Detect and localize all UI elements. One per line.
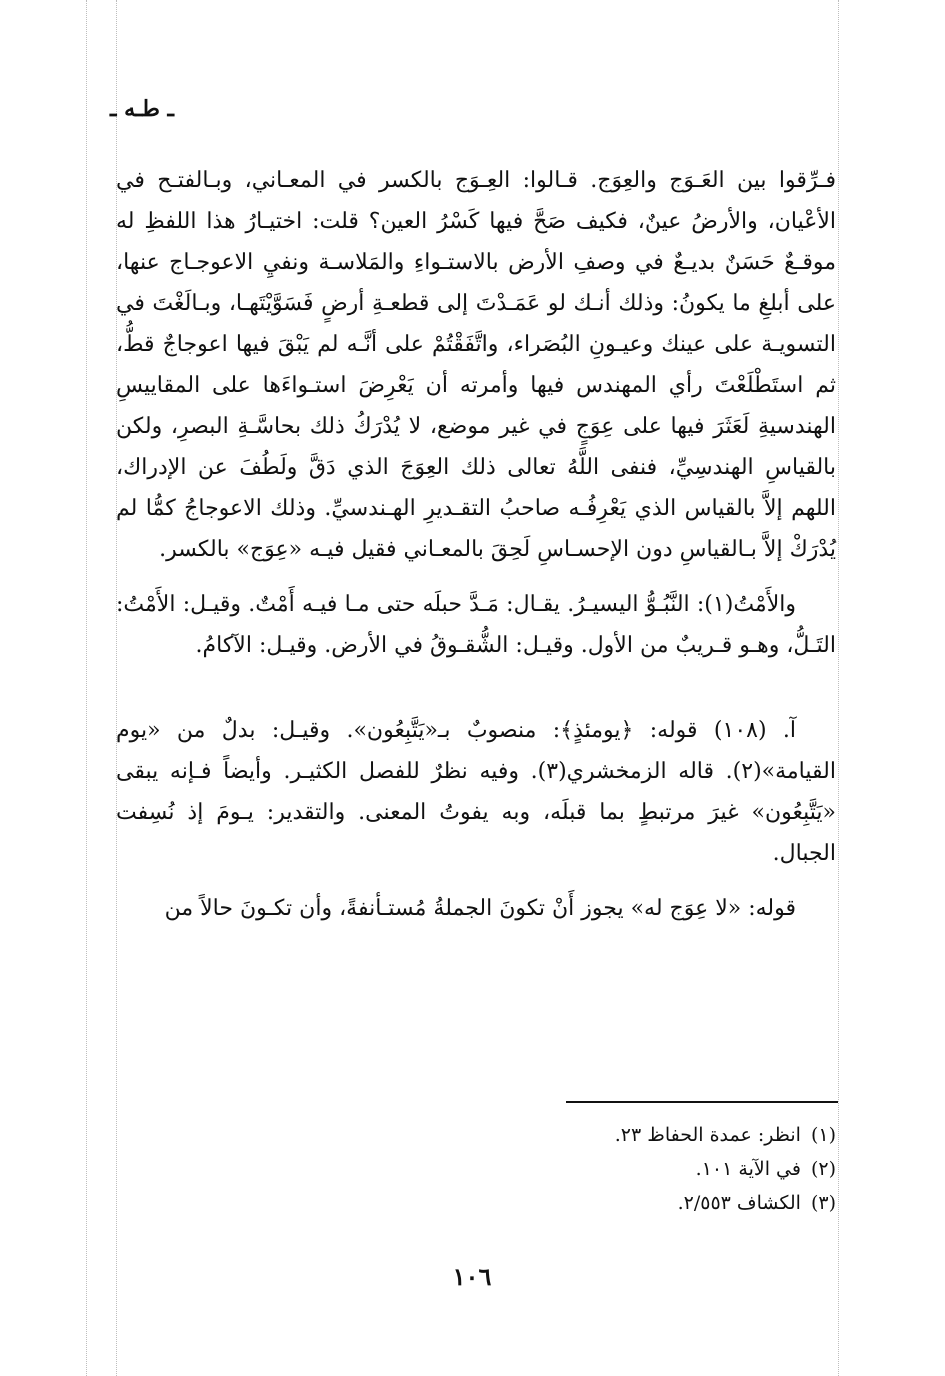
paragraph-la-iwaj: قوله: «لا عِوَج له» يجوز أَنْ تكونَ الجملةُ مُستـأنفةً، وأن تكـونَ حالاً من [164,896,796,921]
paragraph-amt: والأَمْتُ(١): النَّبُـوُّ اليسيـرُ. يقـال: مَـدَّ حبلَه حتى مـا فيـه أَمْتٌ. وقيـل: الأَمْتُ: التَـلُّ، وهـو قـريبٌ من الأول. وقيـل: الشُّقـوقُ في الأرض. وقيـل: الآكامُ. [116,592,836,658]
footnote-text: انظر: عمدة الحفاظ ٢٣. [614,1124,801,1146]
page-number: ١٠٦ [452,1262,492,1291]
footnotes [380,1118,836,1220]
footnote-number: (٢) [810,1158,836,1180]
footnote-separator [566,1101,838,1103]
footnote-1 [380,1118,836,1152]
footnote-3 [380,1186,836,1220]
footnote-number: (٣) [810,1192,836,1214]
footnote-2 [380,1152,836,1186]
margin-guide-left [86,0,87,1376]
margin-guide-right [838,0,839,1376]
footnote-number: (١) [810,1124,836,1146]
paragraph-awaj: فـرِّقوا بين العَـوَج والعِوَج. قـالوا: العِـوَج بالكسر في المعـاني، وبـالفتـح في الأعْيان، والأرضُ عينٌ، فكيف صَحَّ فيها كَسْرُ العين؟ قلت: اختيـارُ هذا اللفظِ له موقـعٌ حَسَنٌ بديـعٌ في وصفِ الأرض بالاستـواءِ والمَلاسـة ونفيِ الاعوجـاج عنها، على أبلغِ ما يكونُ: وذلك أنـك لو عَمَـدْتَ إلى قطعـةِ أرضٍ فَسَوَّيْتَهـا، وبـالَغْتَ في التسويـة على عينك وعيـونِ البُصَراء، واتَّفَقْتُمْ على أنَّـه لم يَبْقَ فيها اعوجاجٌ قطُّ، ثم استَطْلَعْتَ رأي المهندس فيها وأمرته أن يَعْرِضَ استـواءَها على المقاييسِ الهندسيةِ لَعَثَرَ فيها على عِوَجٍ في غير موضع، لا يُدْرَكُ ذلك بحاسَّـةِ البصرِ، ولكن بالقياسِ الهندسِيِّ، فنفى اللَّهُ تعالى ذلك العِوَجَ الذي دَقَّ ولَطُفَ عن الإدراك، اللهم إلاَّ بالقياس الذي يَعْرِفُـه صاحبُ التقـديرِ الهـندسيِّ. وذلك الاعوجاجُ كمُّا لم يُدْرَكْ إلاَّ بـالقياسِ دون الإحسـاسِ لَحِقَ بالمعـاني فقيل فيـه «عِوَج» بالكسر. [116,168,836,562]
footnote-text: الكشاف ٢/٥٥٣. [677,1192,801,1214]
footnote-text: في الآية ١٠١. [695,1158,801,1180]
paragraph-verse-108: آ. (١٠٨) قوله: ﴿يومئذٍ﴾: منصوبٌ بـ«يَتَّبِعُون». وقيـل: بدلٌ من «يوم القيامة»(٢). قاله الزمخشري(٣). وفيه نظرٌ للفصل الكثيـر. وأيضاً فـإنه يبقى «يَتَّبِعُون» غيرَ مرتبطٍ بما قبلَه، وبه يفوتُ المعنى. والتقدير: يـومَ إذ نُسِفت الجبال. [116,718,836,866]
running-header: ـ طـه ـ [110,96,174,122]
main-text [116,160,836,929]
